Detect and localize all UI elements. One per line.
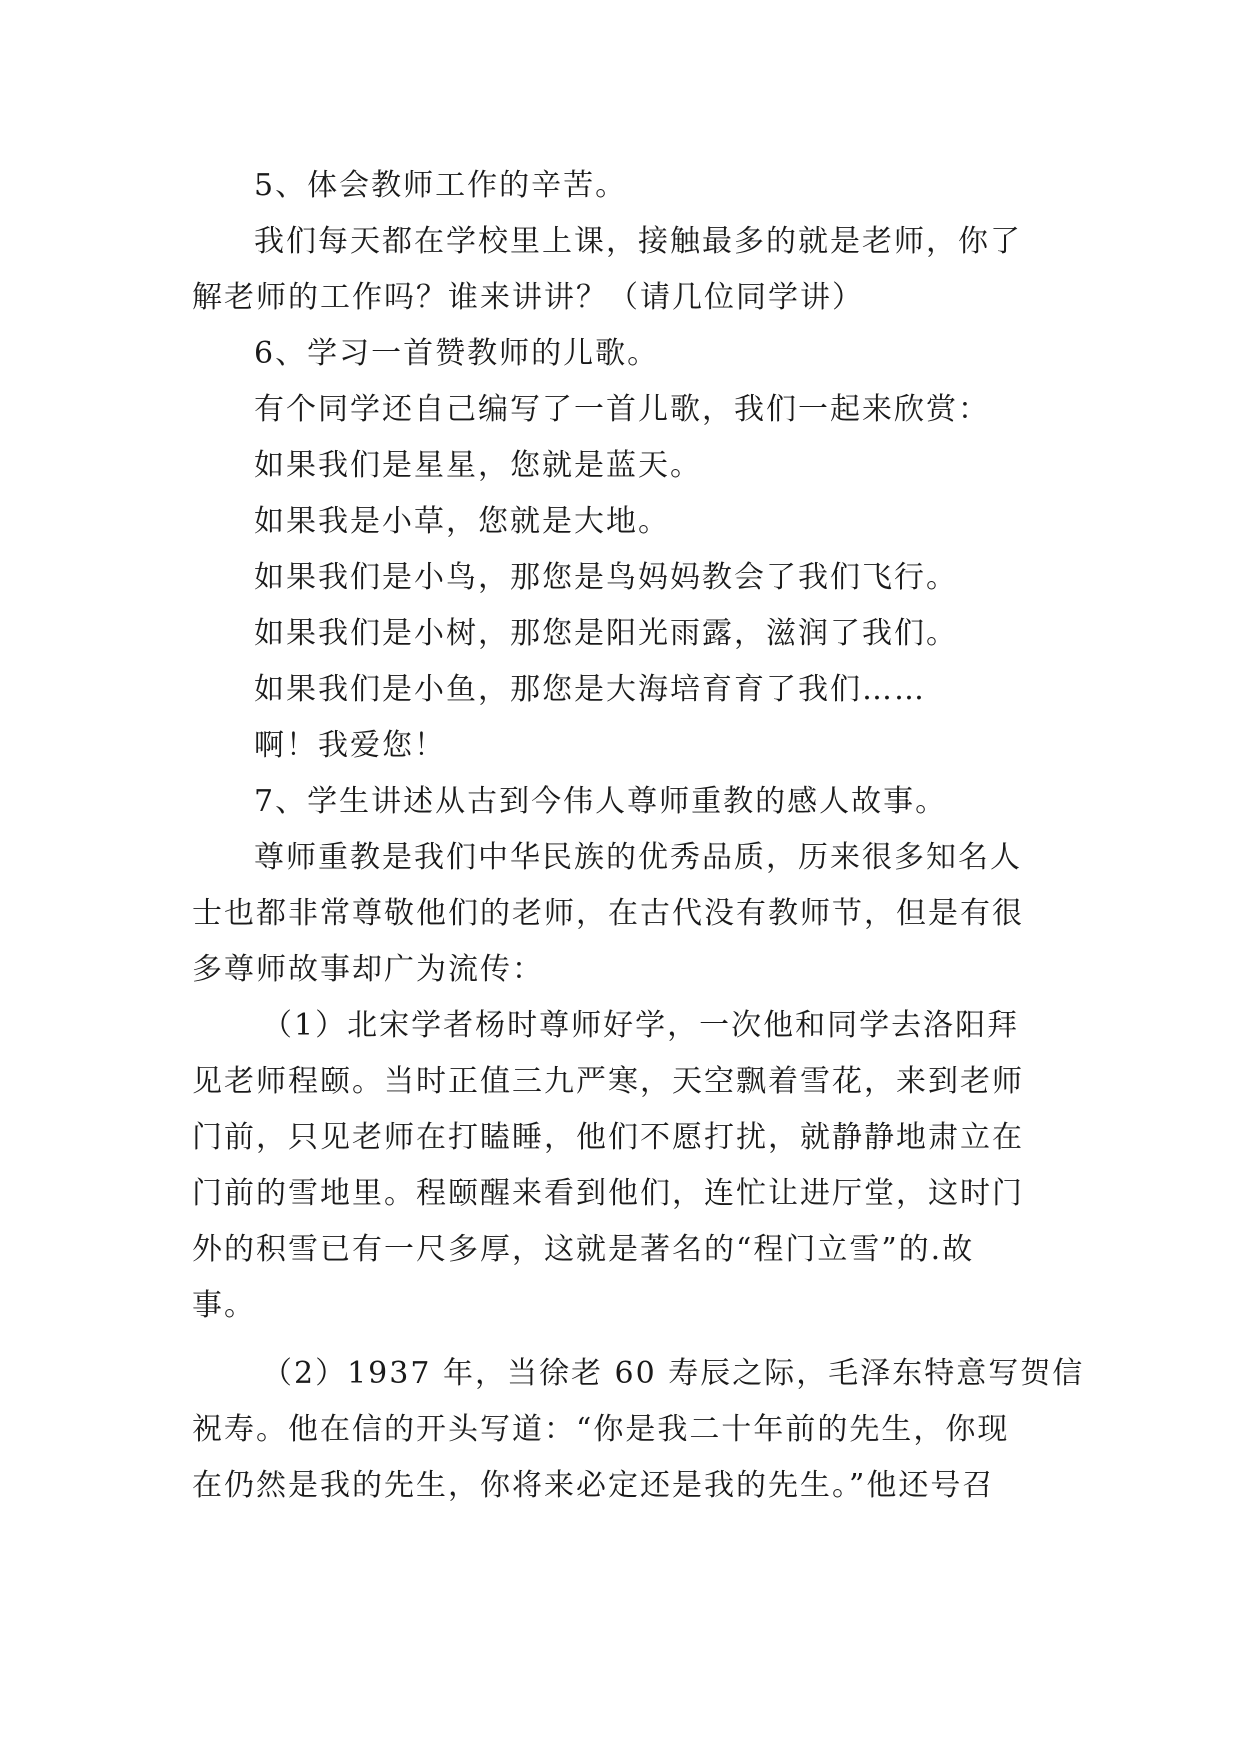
story-line: 门前的雪地里。程颐醒来看到他们，连忙让进厅堂，这时门 <box>192 1176 1024 1211</box>
poem-line: 如果我们是小鸟，那您是鸟妈妈教会了我们飞行。 <box>254 560 958 595</box>
poem-line: 如果我们是星星，您就是蓝天。 <box>254 448 702 483</box>
poem-line: 如果我们是小树，那您是阳光雨露，滋润了我们。 <box>254 616 958 651</box>
section-heading-6: 6、学习一首赞教师的儿歌。 <box>254 336 660 371</box>
poem-line: 如果我们是小鱼，那您是大海培育育了我们…… <box>254 672 926 707</box>
paragraph-line: 解老师的工作吗？谁来讲讲？（请几位同学讲） <box>192 280 864 315</box>
story-line: 外的积雪已有一尺多厚，这就是著名的“程门立雪”的.故 <box>192 1232 975 1267</box>
poem-line: 啊！我爱您！ <box>254 728 446 763</box>
story-line: （2）1937 年，当徐老 60 寿辰之际，毛泽东特意写贺信 <box>262 1356 1085 1391</box>
section-heading-7: 7、学生讲述从古到今伟人尊师重教的感人故事。 <box>254 784 948 819</box>
paragraph-line: 士也都非常尊敬他们的老师，在古代没有教师节，但是有很 <box>192 896 1024 931</box>
section-heading-5: 5、体会教师工作的辛苦。 <box>254 168 628 203</box>
paragraph-line: 有个同学还自己编写了一首儿歌，我们一起来欣赏： <box>254 392 990 427</box>
story-line: 门前，只见老师在打瞌睡，他们不愿打扰，就静静地肃立在 <box>192 1120 1024 1155</box>
document-body <box>192 158 1085 1514</box>
story-line: 祝寿。他在信的开头写道：“你是我二十年前的先生，你现 <box>192 1412 1010 1447</box>
story-line: 事。 <box>192 1288 256 1323</box>
paragraph-line: 多尊师故事却广为流传： <box>192 952 544 987</box>
paragraph-line: 我们每天都在学校里上课，接触最多的就是老师，你了 <box>254 224 1022 259</box>
story-line: （1）北宋学者杨时尊师好学，一次他和同学去洛阳拜 <box>262 1008 1020 1043</box>
paragraph-line: 尊师重教是我们中华民族的优秀品质，历来很多知名人 <box>254 840 1022 875</box>
story-line: 在仍然是我的先生，你将来必定还是我的先生。”他还号召 <box>192 1468 995 1503</box>
story-line: 见老师程颐。当时正值三九严寒，天空飘着雪花，来到老师 <box>192 1064 1024 1099</box>
poem-line: 如果我是小草，您就是大地。 <box>254 504 670 539</box>
